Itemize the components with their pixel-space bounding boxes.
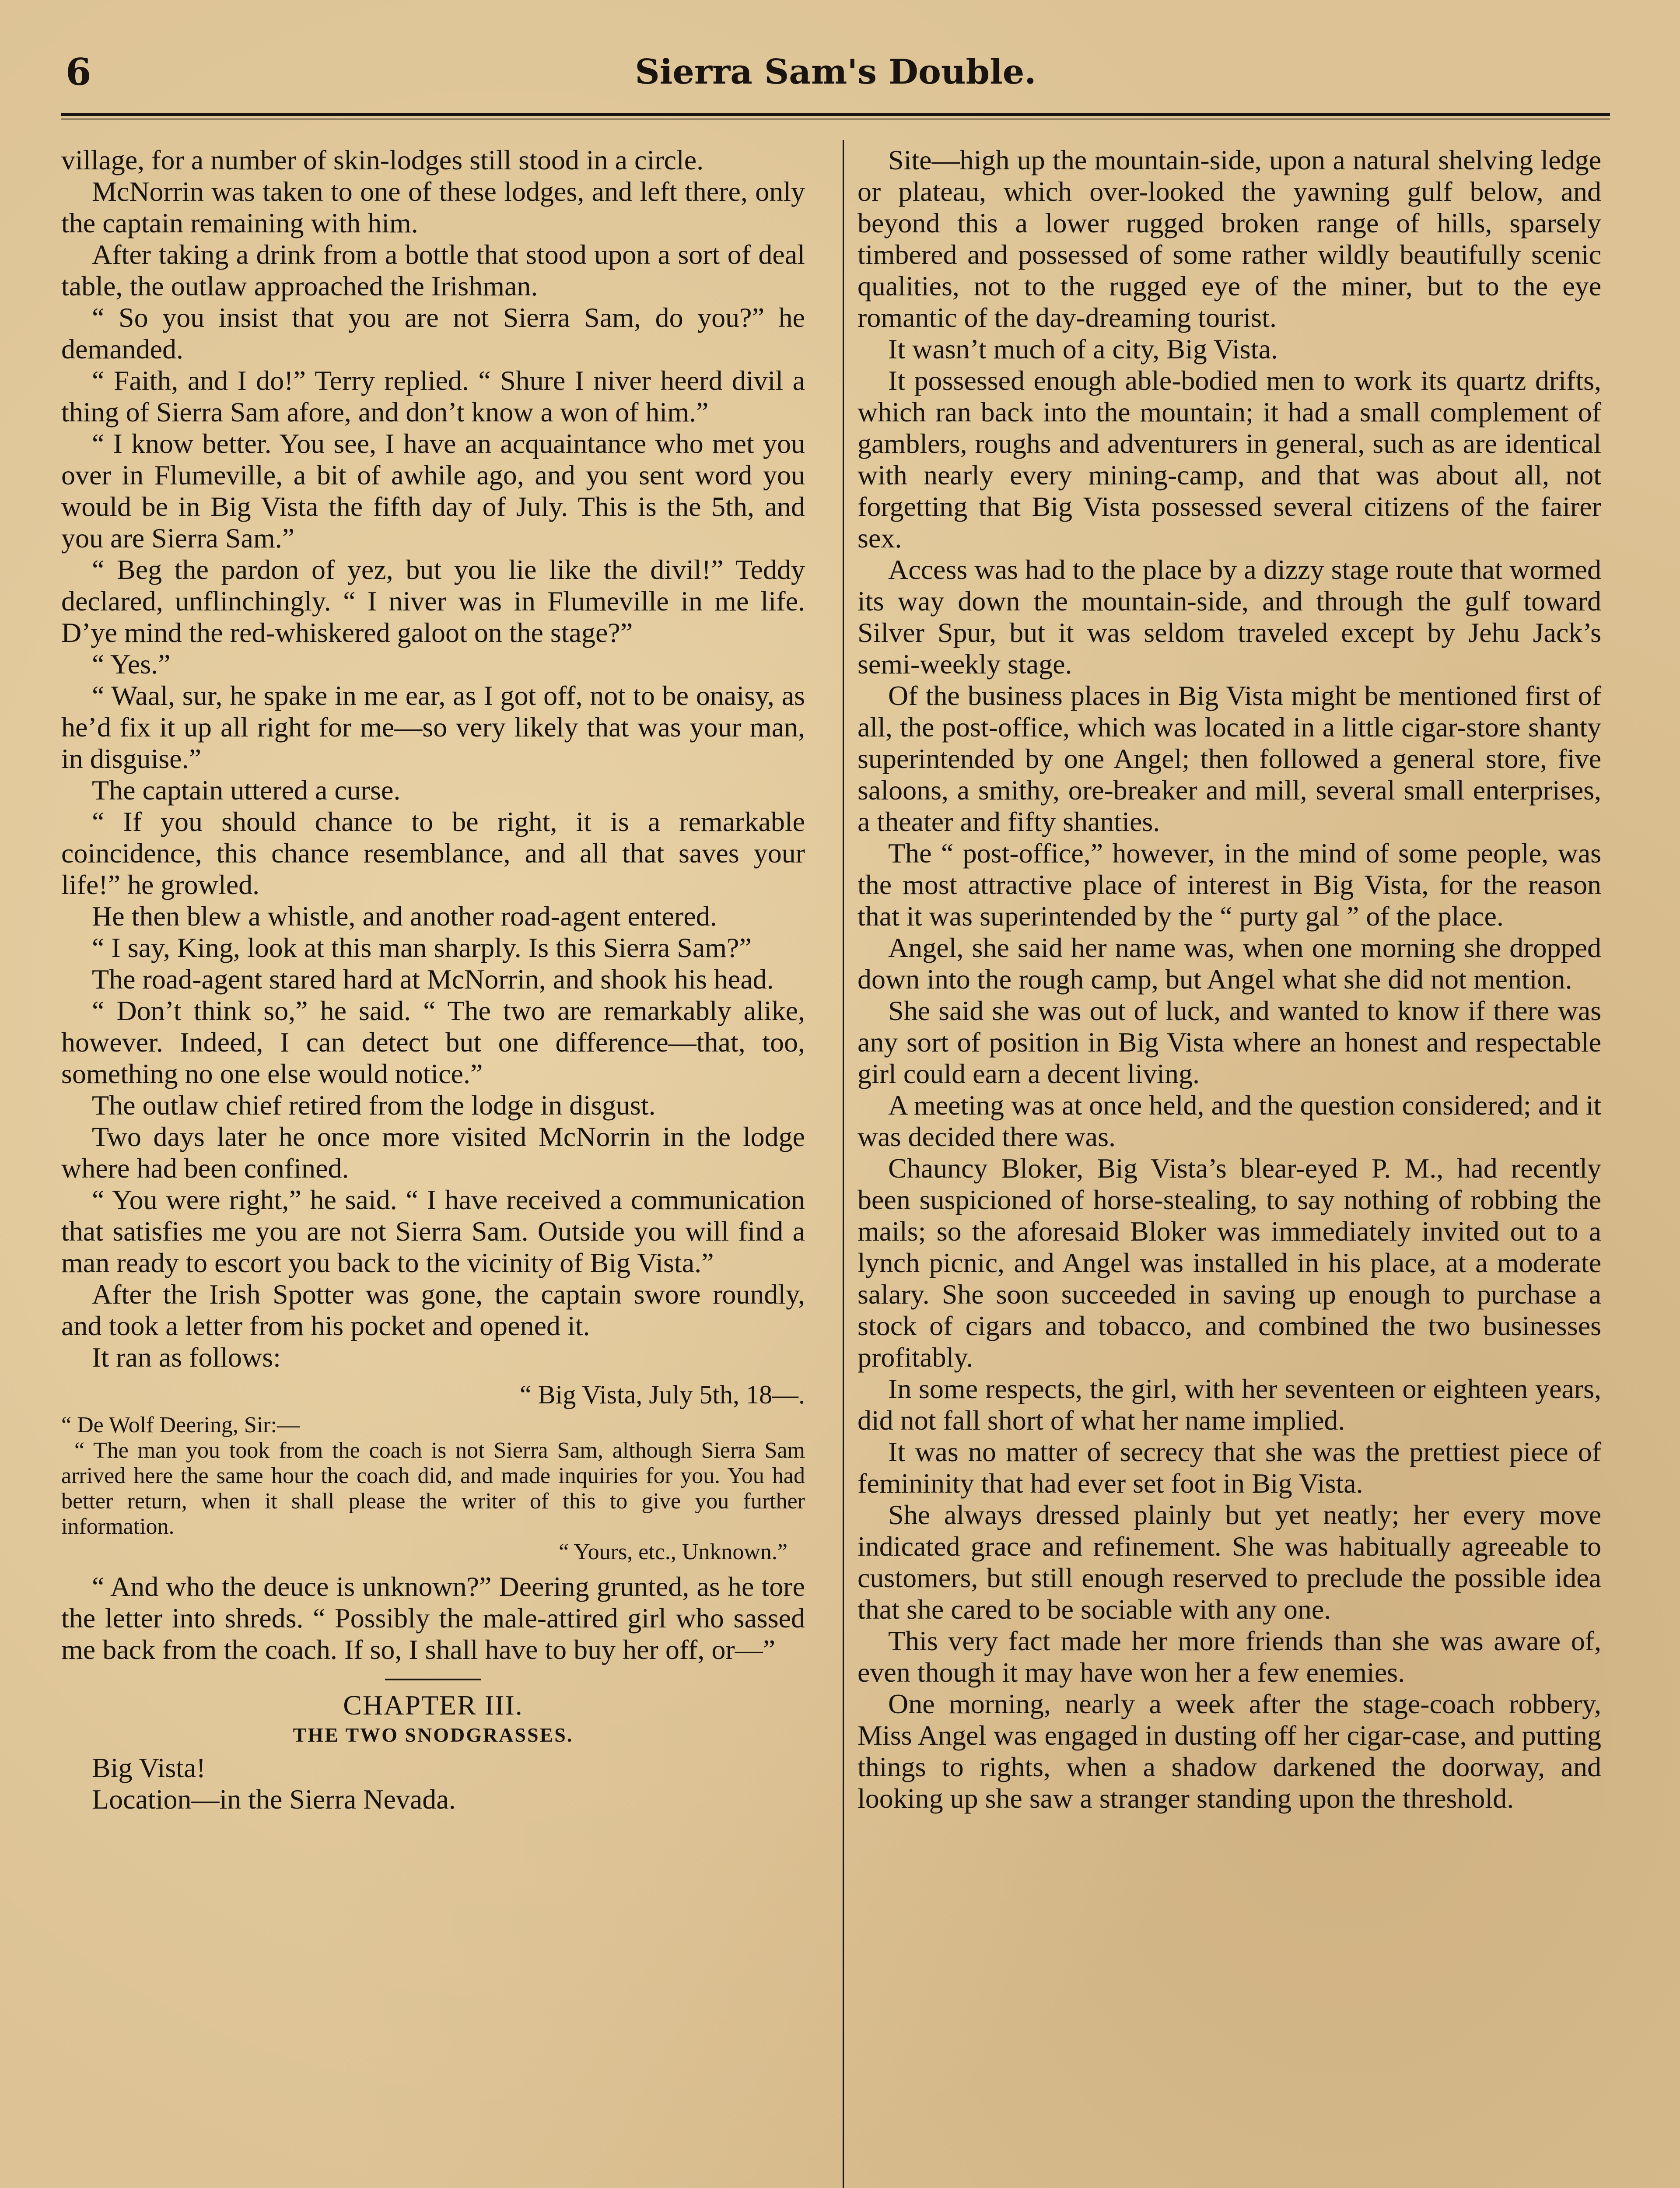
paragraph: Chauncy Bloker, Big Vista’s blear-eyed P. M., had recently been suspicioned of horse-stealing, to say nothing of robbing the mails; so the aforesaid Bloker was immediately invited out to a lynch picnic, and Angel was installed in his place, at a moderate salary. She soon succeeded in saving up enough to purchase a stock of cigars and tobacco, and combined the two businesses profitably. bbox=[858, 1153, 1601, 1373]
paragraph: It ran as follows: bbox=[92, 1342, 281, 1373]
paragraph: It was no matter of secrecy that she was the prettiest piece of femininity that had ever set foot in Big Vista. bbox=[858, 1436, 1601, 1499]
right-column bbox=[858, 144, 1601, 1814]
paragraph: This very fact made her more friends than she was aware of, even though it may have won her a few enemies. bbox=[858, 1625, 1601, 1688]
paragraph: The “ post-office,” however, in the mind of some people, was the most attractive place of interest in Big Vista, for the reason that it was superintended by the “ purty gal ” of the place. bbox=[858, 838, 1601, 932]
letter-body: “ The man you took from the coach is not Sierra Sam, although Sierra Sam arrived here the same hour the coach did, and made inquiries for you. You had better return, when it shall please the writer of this to give you further information. bbox=[61, 1438, 805, 1539]
paragraph: Two days later he once more visited McNorrin in the lodge where had been confined. bbox=[61, 1121, 805, 1184]
paragraph: “ I know better. You see, I have an acquaintance who met you over in Flumeville, a bit of awhile ago, and you sent word you would be in Big Vista the fifth day of July. This is the 5th, and you are Sierra Sam.” bbox=[61, 428, 805, 554]
letter-signoff: “ Yours, etc., Unknown.” bbox=[559, 1539, 788, 1564]
letter-salutation: “ De Wolf Deering, Sir:— bbox=[61, 1413, 300, 1438]
paragraph: “ If you should chance to be right, it is a remarkable coincidence, this chance resemblance, and all that saves your life!” he growled. bbox=[61, 806, 805, 900]
left-column bbox=[61, 144, 805, 1815]
chapter-title: THE TWO SNODGRASSES. bbox=[293, 1724, 574, 1746]
paragraph: Of the business places in Big Vista might be mentioned first of all, the post-office, which was located in a little cigar-store shanty superintended by one Angel; then followed a general store, five saloons, a smithy, ore-breaker and mill, several small enterprises, a theater and fifty shanties. bbox=[858, 680, 1601, 837]
paragraph: Site—high up the mountain-side, upon a natural shelving ledge or plateau, which over-looked the yawning gulf below, and beyond this a lower rugged broken range of hills, sparsely timbered and possessed of some rather wildly beautifully scenic qualities, not to the rugged eye of the miner, but to the eye romantic of the day-dreaming tourist. bbox=[858, 144, 1601, 333]
paragraph: A meeting was at once held, and the question considered; and it was decided there was. bbox=[858, 1090, 1601, 1152]
header-rule bbox=[61, 113, 1610, 119]
paragraph: “ Beg the pardon of yez, but you lie like the divil!” Teddy declared, unflinchingly. “ I niver was in Flumeville in me life. D’ye mind the red-whiskered galoot on the stage?” bbox=[61, 554, 805, 648]
letter bbox=[61, 1413, 805, 1539]
paragraph: “ Waal, sur, he spake in me ear, as I got off, not to be onaisy, as he’d fix it up all right for me—so very likely that was your man, in disguise.” bbox=[61, 680, 805, 774]
paragraph: “ You were right,” he said. “ I have received a communication that satisfies me you are not Sierra Sam. Outside you will find a man ready to escort you back to the vicinity of Big Vista.” bbox=[61, 1184, 805, 1278]
paragraph: She always dressed plainly but yet neatly; her every move indicated grace and refinement. She was habitually agreeable to customers, but still enough reserved to preclude the possible idea that she cared to be sociable with any one. bbox=[858, 1499, 1601, 1625]
paragraph: After the Irish Spotter was gone, the captain swore roundly, and took a letter from his pocket and opened it. bbox=[61, 1279, 805, 1341]
paragraph: The road-agent stared hard at McNorrin, and shook his head. bbox=[92, 964, 774, 995]
chapter-heading: CHAPTER III. bbox=[343, 1690, 523, 1721]
paragraph: After taking a drink from a bottle that stood upon a sort of deal table, the outlaw approached the Irishman. bbox=[61, 239, 805, 302]
paragraph: Angel, she said her name was, when one morning she dropped down into the rough camp, but Angel what she did not mention. bbox=[858, 932, 1601, 995]
paragraph: Access was had to the place by a dizzy stage route that wormed its way down the mountain-side, and through the gulf toward Silver Spur, but it was seldom traveled except by Jehu Jack’s semi-weekly stage. bbox=[858, 554, 1601, 680]
paragraph: The outlaw chief retired from the lodge in disgust. bbox=[92, 1090, 656, 1121]
section-rule bbox=[385, 1679, 481, 1680]
paragraph: The captain uttered a curse. bbox=[92, 775, 401, 806]
paragraph: Big Vista! bbox=[92, 1752, 206, 1783]
paragraph: It wasn’t much of a city, Big Vista. bbox=[888, 333, 1278, 365]
letter-dateline: “ Big Vista, July 5th, 18—. bbox=[520, 1380, 805, 1409]
paragraph: McNorrin was taken to one of these lodges, and left there, only the captain remaining with him. bbox=[61, 176, 805, 238]
paragraph: It possessed enough able-bodied men to work its quartz drifts, which ran back into the mountain; it had a small complement of gamblers, roughs and adventurers in general, such as are identical with nearly every mining-camp, and that was about all, not forgetting that Big Vista possessed several citizens of the fairer sex. bbox=[858, 365, 1601, 554]
page-number: 6 bbox=[66, 50, 91, 94]
paragraph: He then blew a whistle, and another road-agent entered. bbox=[92, 901, 717, 932]
paragraph: “ I say, King, look at this man sharply. Is this Sierra Sam?” bbox=[92, 932, 752, 963]
paragraph: “ Don’t think so,” he said. “ The two are remarkably alike, however. Indeed, I can detect but one difference—that, too, something no one else would notice.” bbox=[61, 995, 805, 1089]
column-divider bbox=[843, 140, 844, 2188]
paragraph: She said she was out of luck, and wanted to know if there was any sort of position in Big Vista where an honest and respectable girl could earn a decent living. bbox=[858, 995, 1601, 1089]
paragraph: village, for a number of skin-lodges still stood in a circle. bbox=[61, 144, 704, 175]
paragraph: One morning, nearly a week after the stage-coach robbery, Miss Angel was engaged in dusting off her cigar-case, and putting things to rights, when a shadow darkened the doorway, and looking up she saw a stranger standing upon the threshold. bbox=[858, 1688, 1601, 1814]
running-title: Sierra Sam's Double. bbox=[635, 52, 1036, 92]
paragraph: Location—in the Sierra Nevada. bbox=[92, 1784, 456, 1815]
paragraph: In some respects, the girl, with her seventeen or eighteen years, did not fall short of what her name implied. bbox=[858, 1373, 1601, 1436]
paragraph: “ Yes.” bbox=[92, 649, 171, 680]
paragraph: “ So you insist that you are not Sierra Sam, do you?” he demanded. bbox=[61, 302, 805, 365]
paragraph: “ Faith, and I do!” Terry replied. “ Shure I niver heerd divil a thing of Sierra Sam afore, and don’t know a won of him.” bbox=[61, 365, 805, 428]
paragraph: “ And who the deuce is unknown?” Deering grunted, as he tore the letter into shreds. “ Possibly the male-attired girl who sassed me back from the coach. If so, I shall have to buy her off, or—” bbox=[61, 1571, 805, 1665]
page-header bbox=[66, 48, 1606, 96]
